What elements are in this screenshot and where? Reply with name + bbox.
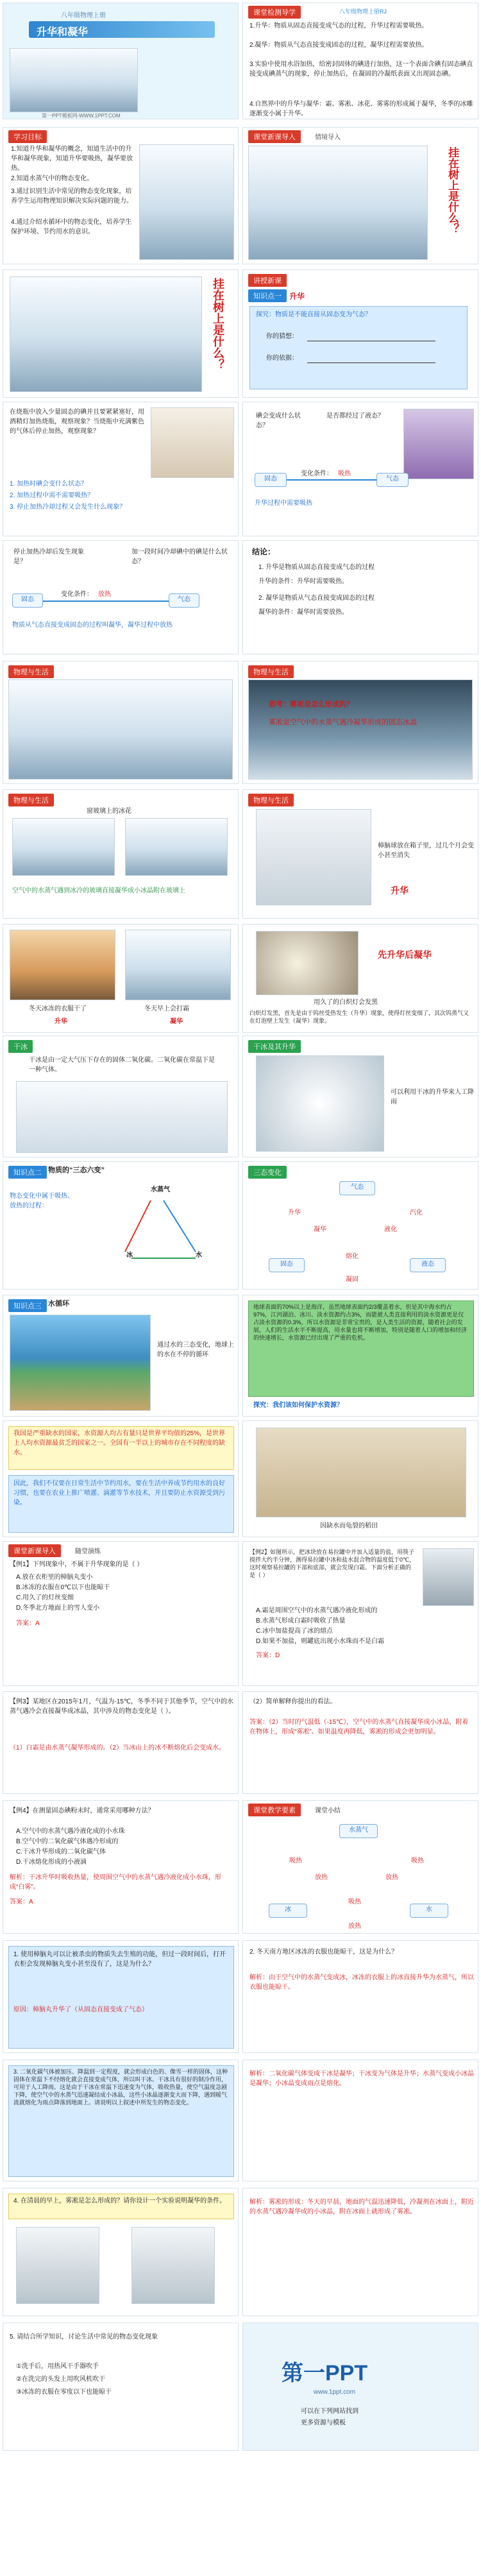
option-a: A.霜是周围空气中的水蒸气遇冷液化形成的 xyxy=(256,1607,378,1614)
gas-box: 气态 xyxy=(169,593,199,608)
slide-sublimation-diagram xyxy=(242,402,478,536)
reason-label: 你的依据： xyxy=(266,355,298,362)
knowledge-tag: 知识点一 xyxy=(248,289,287,302)
change-2: 放热 xyxy=(315,1874,328,1881)
dry-ice-desc: 干冰是由一定大气压下存在的固体二氧化碳。二氧化碳在常温下是一种气体。 xyxy=(29,1057,215,1073)
change-6: 放热 xyxy=(385,1874,398,1881)
option-b: B.冰冻的衣服在0℃以下也能晾干 xyxy=(16,1584,110,1591)
slide-state-changes xyxy=(242,1161,478,1290)
practice-answer: 解析：雾凇的形成：冬天的早晨，地面的气温迅速降低，冷凝剂在冰面上，附近的水蒸气遇冷凝华成的小冰晶，附在冰面上就形成了雾凇。 xyxy=(249,2199,474,2215)
frozen-clothes-image xyxy=(10,930,115,1000)
slide-exercise-3b xyxy=(242,1691,478,1794)
slide-dry-ice xyxy=(3,1036,239,1157)
slide-practice-3-answer xyxy=(242,2060,478,2181)
slide-rime-question xyxy=(242,661,478,784)
change-label: 变化条件： xyxy=(301,470,333,477)
option-c: C.冰中加盐提高了冰的熔点 xyxy=(256,1628,333,1635)
conclusion-text: 物质从气态直接变成固态的过程叫凝华，凝华过程中放热 xyxy=(12,622,173,629)
summary-line-4: 4.自然界中的升华与凝华：霜、雾凇、冰花、雾雾的形成属于凝华，冬季的冰雕逐渐变小属于升华。 xyxy=(249,101,473,117)
conclusion-line-4: 凝华的条件：凝华时需要放热。 xyxy=(258,609,348,616)
practice-question: 5. 请结合所学知识，讨论生活中常见的物态变化现象 xyxy=(10,2333,158,2341)
cracked-field-image xyxy=(256,1428,466,1517)
section-tag: 物理与生活 xyxy=(248,665,294,678)
option-d: D.冬季北方地面上的雪人变小 xyxy=(16,1605,99,1612)
slide-water-shortage xyxy=(3,1420,239,1537)
end-line-2: 更多资源与模板 xyxy=(301,2419,346,2427)
slide-rime-photo xyxy=(3,661,239,784)
liquid-node: 水 xyxy=(196,1252,202,1259)
practice-item-3: ③冰冻的衣服在零度以下也能晾干 xyxy=(16,2389,112,2396)
label-1: 升华 xyxy=(55,1018,67,1025)
exercise-answer: 答案：A xyxy=(16,1620,40,1627)
change-melting: 熔化 xyxy=(346,1253,359,1260)
slide-exercise-3 xyxy=(3,1691,239,1794)
slide-goals xyxy=(3,127,239,264)
practice-answer: 解析：由于空气中的水蒸气变成冰，冰冻的衣服上的冰直接升华为水蒸气，所以衣服也能晾干。 xyxy=(249,1974,474,1991)
solid-box: 固态 xyxy=(255,473,287,487)
water-cycle-title: 水循环 xyxy=(48,1300,69,1308)
solid-box: 固态 xyxy=(12,593,43,608)
goal-4: 4.通过介绍水循环中的物态变化，培养学生保护环境、节约用水的意识。 xyxy=(11,219,132,235)
camphor-ball-image xyxy=(256,809,371,905)
section-tag: 讲授新课 xyxy=(248,274,287,287)
gas-box: 气态 xyxy=(376,473,409,487)
section-tag: 课堂检测导学 xyxy=(248,6,301,19)
gas-node: 水蒸气 xyxy=(339,1824,378,1838)
practice-answer: 解析：二氧化碳气体变成干冰是凝华；干冰变为气体是升华；水蒸气变成小冰晶是凝华；小冰晶变成雨点是熔化。 xyxy=(249,2070,474,2087)
summary-line-3: 3.实验中使用水浴加热，给密封固体的碘进行加热，这一个表面含碘有固态碘直接变成碘蒸气的现象，停止加热后，在凝固的冷凝纸表面又出现固态碘。 xyxy=(249,61,473,78)
dry-ice-smoke-image xyxy=(256,1055,384,1152)
rime-question: 思考：雾凇是怎么形成的？ xyxy=(269,701,353,708)
change-sublimation: 升华 xyxy=(288,1209,301,1216)
slide-frozen-clothes xyxy=(3,924,239,1033)
option-a: A.放在衣柜里的樟脑丸变小 xyxy=(16,1574,93,1581)
change-1: 吸热 xyxy=(289,1857,302,1864)
practice-question: 2. 冬天南方地区冰冻的衣服也能晾干，这是为什么？ xyxy=(249,1949,398,1956)
experiment-bullet-1: 1. 加热时碘会变什么状态？ xyxy=(10,481,88,488)
bulb-caption: 用久了的白炽灯会发黑 xyxy=(314,999,378,1006)
slide-practice-3 xyxy=(3,2060,239,2181)
guess-label: 你的猜想： xyxy=(266,333,298,340)
solid-node: 冰 xyxy=(269,1904,307,1918)
summary-line-1: 1.升华：物质从固态直接变成气态的过程，升华过程需要吸热。 xyxy=(249,22,428,30)
water-question: 探究：我们该如何保护水资源？ xyxy=(253,1402,343,1409)
iodine-flask-image xyxy=(403,409,474,479)
water-resources-text: 地球表面的70%以上是海洋，虽然地球表面约2/3覆盖着水，但是其中海水约占97%，江河湖泊、冰川、淡水资源约占3%，而能被人类直接利用的淡水资源更是仅占淡水资源的0.3%，所以水资源是非常宝贵的，是人类生活的资源，随着社会的发展，人们的生活水平不断提高，用水量也将不断增加，特别是随着人口的增加和经济的快速增长，水资源已经出现了严重的危机。 xyxy=(253,1304,468,1341)
slide-practice-2 xyxy=(242,1940,478,2053)
liquid-node: 水 xyxy=(410,1904,448,1918)
bulb-title: 先升华后凝华 xyxy=(378,950,432,960)
slide-intro xyxy=(242,127,478,264)
slide-end xyxy=(242,2323,478,2451)
section-tag: 课堂新课导入 xyxy=(8,1544,61,1557)
slide-deposition-diagram xyxy=(3,540,239,654)
option-c: C.干冰升华形成的二氧化碳气体 xyxy=(16,1848,106,1855)
practice-item-2: ②在洗完的头发上用吹风机吹干 xyxy=(16,2376,105,2383)
exercise-question: 【例1】下列现象中，不属于升华现象的是（ ） xyxy=(10,1561,144,1568)
subtitle: 第一PPT模板网-WWW.1PPT.COM xyxy=(42,113,121,119)
frosted-tree-image xyxy=(10,277,202,392)
question-2: 加一段时间冷却碘中的碘是什么状态？ xyxy=(131,549,228,565)
flask-apparatus-image xyxy=(151,407,234,478)
experiment-bullet-3: 3. 停止加热冷却过程又会发生什么现象？ xyxy=(10,504,126,511)
section-tag: 干冰及其升华 xyxy=(248,1040,301,1053)
exercise-answer: 答案：（2）当时的气温低（-15℃），空气中的水蒸气直接凝华成小冰晶，附着在物体上，形成“雾凇”。如果温度再降低，雾凇的形成会更加明显。 xyxy=(249,1719,469,1736)
apparatus-image-a xyxy=(16,2227,99,2304)
practice-question: 1. 使用樟脑丸可以让被杀虫的物质失去生殖的功能，但过一段时间后，打开衣柜会发现樟脑丸变小甚至没有了，这是为什么？ xyxy=(13,1951,226,1968)
exercise-answer: （1）白霜是由水蒸气凝华形成的。（2）当冰山上的冰不断熔化后会变成水。 xyxy=(10,1744,226,1752)
winter-cabin-image xyxy=(139,144,234,260)
section-tag: 干冰 xyxy=(8,1040,33,1053)
heat-label: 吸热 xyxy=(338,470,351,477)
slide-window-frost xyxy=(3,789,239,919)
side-label: 情境导入 xyxy=(315,134,341,141)
summary-line-2: 2.凝华：物质从气态直接变成固态的过程，凝华过程需要放热。 xyxy=(249,42,428,49)
slide-experiment xyxy=(3,402,239,536)
exercise-question: 【例4】在测量固态碘粉末时，通常采用哪种方法？ xyxy=(10,1807,155,1814)
dry-ice-image xyxy=(16,1081,228,1153)
slide-three-states xyxy=(3,1161,239,1290)
gas-node: 水蒸气 xyxy=(151,1186,170,1193)
caption-1: 窗玻璃上的冰花 xyxy=(87,808,131,815)
goal-3: 3.通过识别生活中常见的物态变化现象，培养学生运用物理知识解决实际问题的能力。 xyxy=(11,188,133,205)
question-1: 碘会变成什么状态？ xyxy=(256,413,301,429)
caption-1: 冬天冰冻的衣服干了 xyxy=(29,1005,87,1012)
end-logo: 第一PPT xyxy=(282,2361,368,2385)
slide-practice-1 xyxy=(3,1940,239,2053)
section-tag: 三态变化 xyxy=(248,1166,287,1179)
frost-leaf-image xyxy=(125,930,231,1000)
rime-answer: 雾凇是空气中的水蒸气遇冷凝华形成的固态冰晶 xyxy=(269,719,417,726)
solid-node: 冰 xyxy=(126,1252,133,1259)
snow-forest-image xyxy=(248,146,428,260)
conclusion-line-1: 1. 升华是物质从固态直接变成气态的过程 xyxy=(258,564,375,571)
change-5: 吸热 xyxy=(411,1857,424,1864)
section-tag: 学习目标 xyxy=(8,130,47,143)
caption-2: 冬天早上会打霜 xyxy=(144,1005,189,1012)
rime-scene-image xyxy=(248,679,473,780)
slide-dry-ice-rain xyxy=(242,1036,478,1157)
water-cycle-desc: 通过水的三态变化，地球上的水在不停的循环 xyxy=(157,1342,234,1358)
caption-2: 空气中的水蒸气遇到冰冷的玻璃直接凝华成小冰晶附在玻璃上 xyxy=(12,887,185,894)
exercise-answer: 答案：A xyxy=(10,1898,33,1906)
dry-ice-rain-desc: 可以利用干冰的升华来人工降雨 xyxy=(391,1089,474,1105)
cracked-field-caption: 因缺水而龟裂的稻田 xyxy=(320,1523,378,1530)
sublimation-label: 升华 xyxy=(391,885,409,896)
conclusion-title: 结论： xyxy=(252,547,276,556)
bulb-image xyxy=(256,931,359,995)
goal-2: 2.知道水蒸气中的物态变化。 xyxy=(11,175,94,182)
question-2: 是否都经过了液态？ xyxy=(326,413,384,420)
exercise-answer: 答案：D xyxy=(256,1652,280,1659)
slide-question xyxy=(3,269,239,398)
side-label: 随堂演练 xyxy=(75,1548,101,1555)
grade-label: 八年级物理上册 xyxy=(61,12,106,19)
exercise-question: 【例3】某地区在2015年1月，气温为-15℃，冬季不同于其他季节，空气中的水蒸气遇冷会直接凝华成冰晶，其中涉及的物态变化是（ ）。 xyxy=(10,1698,234,1715)
goal-1: 1.知道升华和凝华的概念，知道生活中的升华和凝华现象，知道升华要吸热，凝华要放热。 xyxy=(11,146,133,172)
change-vaporization: 汽化 xyxy=(410,1209,423,1216)
change-deposition: 凝华 xyxy=(314,1226,326,1233)
conclusion-text: 升华过程中需要吸热 xyxy=(255,500,312,507)
three-states-desc: 物态变化中属于吸热、放热的过程： xyxy=(10,1193,74,1209)
change-freezing: 凝固 xyxy=(346,1276,359,1283)
water-shortage-text: 我国是严重缺水的国家，水资源人均占有量只是世界平均值的25%，是世界上人均水资源最贫乏的国家之一。全国有一半以上的城市存在不同程度的缺水。 xyxy=(13,1430,226,1456)
window-frost-image-2 xyxy=(125,818,228,876)
slide-summary xyxy=(242,3,478,119)
slide-practice-4-answer xyxy=(242,2188,478,2316)
badge: 八年级物理上册RJ xyxy=(339,8,387,15)
slide-explore xyxy=(242,269,478,398)
practice-item-1: ①洗手后，用热风干手器吹手 xyxy=(16,2363,99,2370)
explore-question: 探究：物质是不能直接从固态变为气态？ xyxy=(256,311,371,318)
slide-water-cycle xyxy=(3,1295,239,1417)
liquid-node: 液态 xyxy=(410,1258,446,1272)
exercise-analysis: 解析：干冰升华时吸收热量，使周围空气中的水蒸气遇冷液化成小水珠，形成“白雾”。 xyxy=(10,1874,221,1891)
slide-title xyxy=(3,3,239,119)
water-cycle-image xyxy=(10,1315,151,1411)
change-3: 吸热 xyxy=(348,1898,361,1906)
question-1: 停止加热冷却后发生现象是？ xyxy=(13,549,84,565)
slide-summary-diagram xyxy=(242,1800,478,1934)
option-d: D.干冰熔化形成的小液滴 xyxy=(16,1859,87,1866)
heat-label: 放热 xyxy=(98,591,111,598)
question-text-2: 挂在树上是什么？ xyxy=(212,278,224,370)
end-line-1: 可以在下列网站找到 xyxy=(301,2408,359,2415)
label-2: 凝华 xyxy=(170,1018,183,1025)
apparatus-image-b xyxy=(131,2227,215,2304)
question-text: 挂在树上是什么？ xyxy=(446,147,459,234)
rime-tree-image xyxy=(8,679,233,780)
section-tag: 物理与生活 xyxy=(8,665,54,678)
slide-cracked-field xyxy=(242,1420,478,1537)
slide-bulb xyxy=(242,924,478,1033)
slide-water-resources xyxy=(242,1295,478,1417)
solid-node: 固态 xyxy=(269,1258,305,1272)
conclusion-line-3: 2. 凝华是物质从气态直接变成固态的过程 xyxy=(258,595,375,602)
page-title: 升华和凝华 xyxy=(37,27,89,38)
section-tag: 物理与生活 xyxy=(8,794,54,806)
exercise-question: 【例2】如图所示，把冰块放在易拉罐中并加入适量的盐，用筷子搅拌大约半分钟，测得易拉罐中冰和盐水混合物的温度低于0℃，这时观察易拉罐的下部和底部，就会发现白霜。下面分析正确的是（ ） xyxy=(249,1549,416,1578)
exercise-question: （2）简单解释你提出的看法。 xyxy=(249,1698,337,1705)
option-b: B.空气中的二氧化碳气体遇冷形成的 xyxy=(16,1838,119,1845)
change-liquefaction: 液化 xyxy=(384,1226,397,1233)
option-a: A.空气中的水蒸气遇冷液化成的小水珠 xyxy=(16,1828,125,1835)
change-4: 放热 xyxy=(348,1923,361,1930)
section-tag: 课堂教学要素 xyxy=(248,1804,301,1816)
ice-can-image xyxy=(423,1548,474,1606)
conclusion-line-2: 升华的条件：升华时需要吸热。 xyxy=(258,578,348,585)
experiment-bullet-2: 2. 加热过程中需不需要吸热？ xyxy=(10,492,94,499)
slide-exercise-4 xyxy=(3,1800,239,1934)
snow-tree-image xyxy=(10,48,138,112)
topic-label: 升华 xyxy=(289,292,305,301)
knowledge-tag: 知识点三 xyxy=(8,1299,47,1312)
slide-exercise-1 xyxy=(3,1541,239,1686)
three-states-title: 物质的“三态六变” xyxy=(48,1166,105,1174)
practice-question: 4. 在清晨的早上，雾凇是怎么形成的？请你设计一个实验说明凝华的条件。 xyxy=(13,2197,226,2205)
slide-practice-5 xyxy=(3,2323,239,2451)
section-tag: 课堂新课导入 xyxy=(248,130,301,143)
practice-question: 3. 二氧化碳气体被加压、降温到一定程度，就会形成白色的、像雪一样的固体，这种固体在常温下不经熔化就会直接变成气体，所以叫干冰。干冰具有很好的制冷作用，可用于人工降雨。这是由于干冰在常温下迅速变为气体，吸收热量，使空气温度急剧下降，使空气中的水蒸气迅速凝结成小冰晶，这些小冰晶逐渐变大而下降，遇到暖气流就熔化为雨点降落到地面上。请说明以上叙述中所发生的物态变化。 xyxy=(13,2068,228,2106)
experiment-intro: 在烧瓶中放入少量固态的碘并且要紧紧塞好，用酒精灯加热烧瓶，观察现象？当烧瓶中充满紫色的气体后停止加热，观察现象？ xyxy=(10,409,144,435)
slide-camphor xyxy=(242,789,478,919)
practice-answer: 原因：樟脑丸升华了（从固态直接变成了气态） xyxy=(13,2006,148,2013)
change-label: 变化条件： xyxy=(61,591,93,598)
camphor-caption: 樟脑球放在箱子里，过几个月会变小甚至消失 xyxy=(378,842,474,859)
option-c: C.用久了的灯丝变细 xyxy=(16,1594,74,1601)
slide-conclusion xyxy=(242,540,478,654)
window-frost-image-1 xyxy=(12,818,115,876)
gas-node: 气态 xyxy=(339,1181,375,1195)
side-label: 课堂小结 xyxy=(315,1807,341,1814)
three-states-arrows xyxy=(99,1194,234,1277)
section-tag: 物理与生活 xyxy=(248,794,294,806)
end-sub: www.1ppt.com xyxy=(314,2389,356,2396)
bulb-desc: 白炽灯发黑，首先是由于钨丝受热发生（升华）现象，使得灯丝变细了，其次钨蒸气又在灯泡壁上发生（凝华）现象。 xyxy=(249,1010,469,1024)
water-saving-text: 因此，我们不仅要在日常生活中节约用水，要在生活中养成节约用水的良好习惯，也要在农业上推广喷灌、滴灌等节水技术，并且要防止水资源受到污染。 xyxy=(13,1480,225,1506)
option-d: D.如果不加盐，则罐底出现小水珠而不是白霜 xyxy=(256,1638,384,1645)
option-b: B.水蒸气形成白霜时吸收了热量 xyxy=(256,1617,346,1625)
slide-exercise-2 xyxy=(242,1541,478,1686)
knowledge-tag: 知识点二 xyxy=(8,1166,47,1179)
slide-practice-4 xyxy=(3,2188,239,2316)
